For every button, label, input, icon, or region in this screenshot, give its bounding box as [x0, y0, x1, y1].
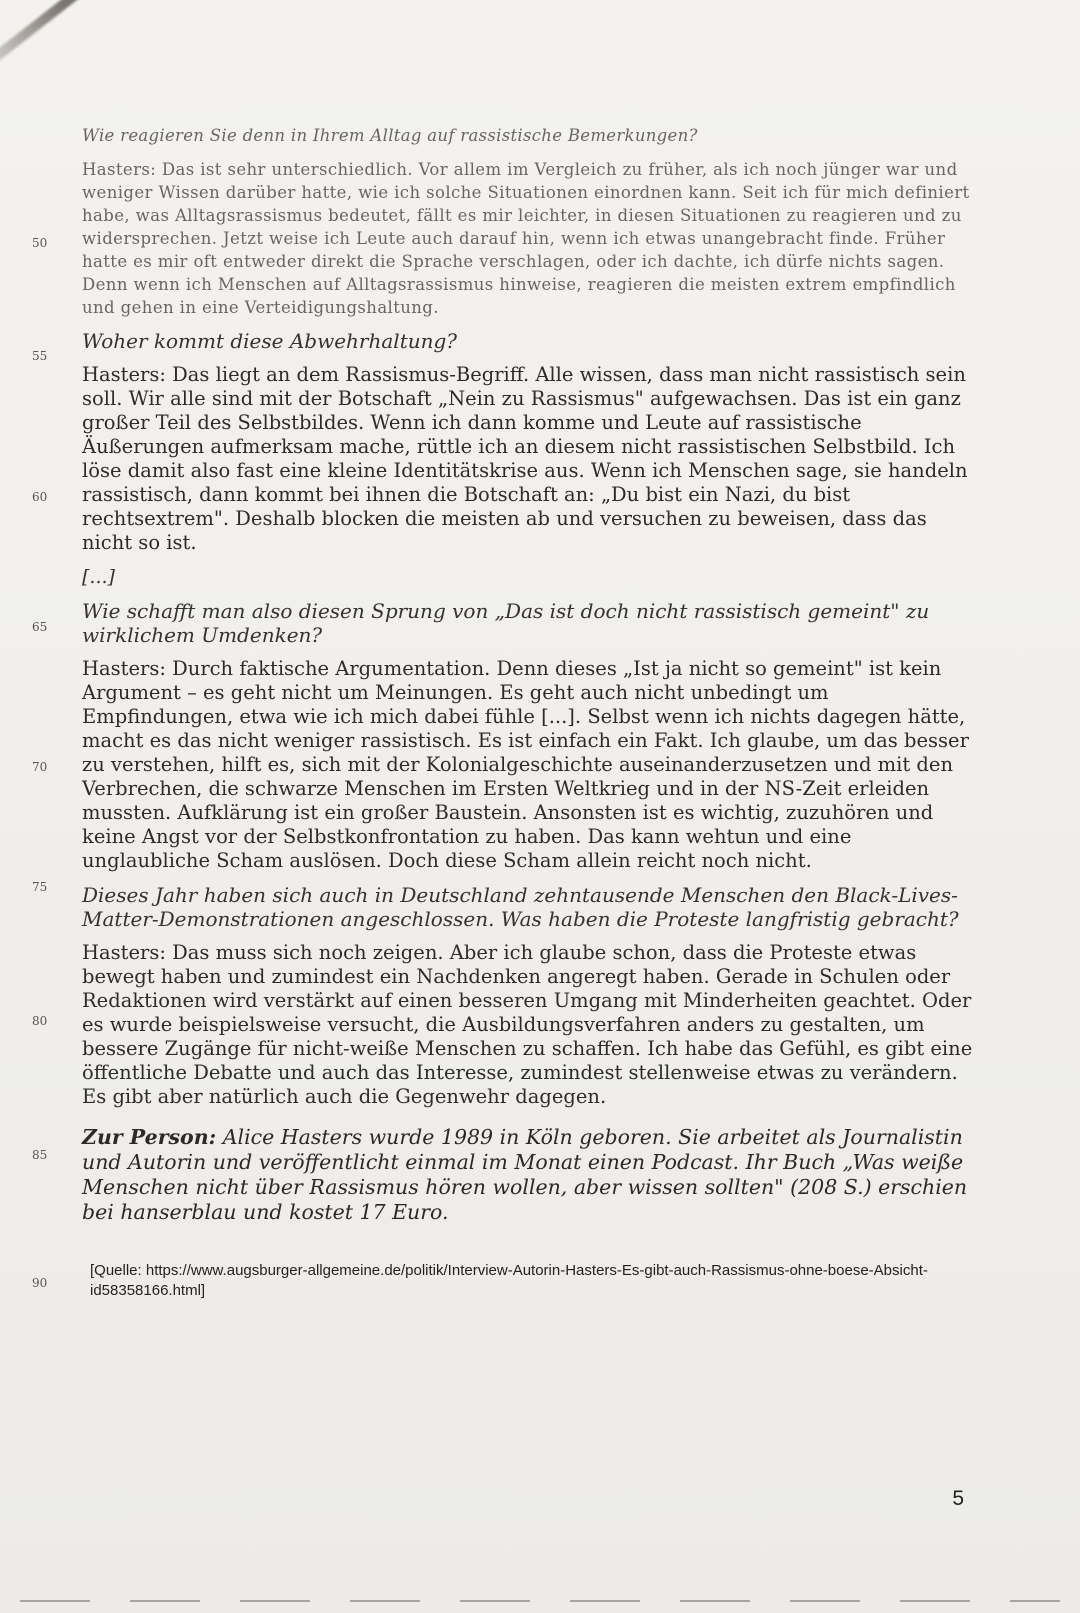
- answer-4-text: Das muss sich noch zeigen. Aber ich glaube schon, dass die Proteste etwas bewegt haben und zumindest ein Nachdenken angeregt haben. Gerade in Schulen oder Redaktionen wird verstärkt auf einen besseren Umgang mit Minderheiten geachtet. Oder es wurde beispielsweise versucht, die Ausbildungsverfahren anders zu gestalten, um bessere Zugänge für nicht-weiße Menschen zu schaffen. Ich habe das Gefühl, es gibt eine öffentliche Debatte und auch das Interesse, zumindest stellenweise etwas zu verändern. Es gibt aber natürlich auch die Gegenwehr dagegen.: [82, 941, 973, 1108]
- answer-2-text: Das liegt an dem Rassismus-Begriff. Alle wissen, dass man nicht rassistisch sein soll. Wir alle sind mit der Botschaft „Nein zu Rassismus" aufgewachsen. Das ist ein ganz großer Teil des Selbstbildes. Wenn ich dann komme und Leute auf rassistische Äußerungen aufmerksam mache, rüttle ich an diesem nicht rassistischen Selbstbild. Ich löse damit also fast eine kleine Identitätskrise aus. Wenn ich Menschen sage, sie handeln rassistisch, dann kommt bei ihnen die Botschaft an: „Du bist ein Nazi, du bist rechtsextrem". Deshalb blocken die meisten ab und versuchen zu beweisen, dass das nicht so ist.: [82, 363, 968, 554]
- question-1: Wie reagieren Sie denn in Ihrem Alltag auf rassistische Bemerkungen?: [82, 126, 698, 145]
- answer-2: [82, 363, 982, 555]
- photo-shadow-decoration: [0, 0, 223, 89]
- line-number-55: 55: [32, 349, 48, 363]
- answer-3-text: Durch faktische Argumentation. Denn dieses „Ist ja nicht so gemeint" ist kein Argument – es geht nicht um Meinungen. Es geht auch nicht unbedingt um Empfindungen, etwa wie ich mich dabei fühle [...]. Selbst wenn ich nichts dagegen hätte, macht es das nicht weniger rassistisch. Es ist einfach ein Fakt. Ich glaube, um das besser zu verstehen, hilft es, sich mit der Kolonialgeschichte auseinanderzusetzen und mit den Verbrechen, die schwarze Menschen im Ersten Weltkrieg und in der NS-Zeit erleiden mussten. Aufklärung ist ein großer Baustein. Ansonsten ist es wichtig, zuzuhören und keine Angst vor der Selbstkonfrontation zu haben. Das kann wehtun und eine unglaubliche Scham auslösen. Doch diese Scham allein reicht noch nicht.: [82, 657, 969, 872]
- author-bio-label: Zur Person:: [82, 1125, 217, 1149]
- page-number: 5: [952, 1487, 964, 1510]
- line-number-90: 90: [32, 1276, 48, 1290]
- line-number-75: 75: [32, 880, 48, 894]
- source-citation: [Quelle: https://www.augsburger-allgemeine.de/politik/Interview-Autorin-Hasters-Es-gibt-auch-Rassismus-ohne-boese-Absicht-id58358166.html]: [90, 1262, 928, 1299]
- omission-mark: [...]: [82, 566, 115, 588]
- question-3: Wie schafft man also diesen Sprung von „Das ist doch nicht rassistisch gemeint" zu wirklichem Umdenken?: [82, 599, 930, 647]
- question-2: Woher kommt diese Abwehrhaltung?: [82, 329, 458, 353]
- answer-1: [82, 158, 982, 319]
- speaker-label: Hasters:: [82, 941, 166, 964]
- line-number-70: 70: [32, 760, 48, 774]
- answer-1-text: Das ist sehr unterschiedlich. Vor allem im Vergleich zu früher, als ich noch jünger war und weniger Wissen darüber hatte, wie ich solche Situationen einordnen kann. Seit ich für mich definiert habe, was Alltagsrassismus bedeutet, fällt es mir leichter, in diesen Situationen zu reagieren und zu widersprechen. Jetzt weise ich Leute auch darauf hin, wenn ich etwas unangebracht finde. Früher hatte es mir oft entweder direkt die Sprache verschlagen, oder ich dachte, ich dürfe nichts sagen. Denn wenn ich Menschen auf Alltagsrassismus hinweise, reagieren die meisten extrem empfindlich und gehen in eine Verteidigungshaltung.: [82, 160, 970, 317]
- interview-text: [82, 124, 982, 1301]
- answer-3: [82, 657, 982, 873]
- speaker-label: Hasters:: [82, 657, 166, 680]
- line-number-60: 60: [32, 490, 48, 504]
- author-bio: [82, 1125, 982, 1225]
- bottom-edge-decoration: [20, 1600, 1060, 1602]
- speaker-label: Hasters:: [82, 160, 157, 179]
- speaker-label: Hasters:: [82, 363, 166, 386]
- line-number-65: 65: [32, 620, 48, 634]
- line-number-50: 50: [32, 236, 48, 250]
- question-4: Dieses Jahr haben sich auch in Deutschland zehntausende Menschen den Black-Lives-Matter-Demonstrationen angeschlossen. Was haben die Proteste langfristig gebracht?: [82, 883, 959, 931]
- author-bio-text: Alice Hasters wurde 1989 in Köln geboren. Sie arbeitet als Journalistin und Autorin und veröffentlicht einmal im Monat einen Podcast. Ihr Buch „Was weiße Menschen nicht über Rassismus hören wollen, aber wissen sollten" (208 S.) erschien bei hanserblau und kostet 17 Euro.: [82, 1125, 968, 1224]
- line-number-85: 85: [32, 1148, 48, 1162]
- line-number-80: 80: [32, 1014, 48, 1028]
- answer-4: [82, 941, 982, 1109]
